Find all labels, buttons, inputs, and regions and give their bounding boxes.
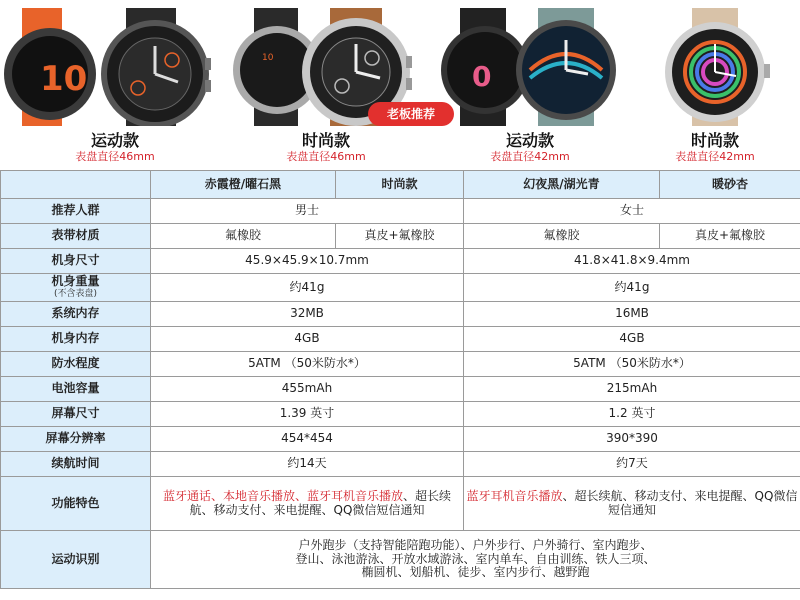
product-type: 时尚款 <box>690 131 739 150</box>
product-dial-size: 表盘直径46mm <box>286 150 366 163</box>
svg-text:10: 10 <box>40 59 88 99</box>
watch-sport-46-image <box>0 8 230 126</box>
spec-table <box>0 170 800 589</box>
table-row <box>1 402 800 427</box>
header-blank-cell <box>1 171 151 199</box>
boss-recommend-badge: 老板推荐 <box>368 102 454 126</box>
features-women-rest: 、超长续航、移动支付、来电提醒、QQ微信短信通知 <box>562 488 798 517</box>
row-label: 机身尺寸 <box>1 249 151 274</box>
svg-text:10: 10 <box>262 53 274 63</box>
row-label: 屏幕分辨率 <box>1 427 151 452</box>
product-dial-size: 表盘直径42mm <box>490 150 570 163</box>
product-fashion-42[interactable] <box>630 0 800 170</box>
product-fashion-46[interactable] <box>222 0 430 170</box>
row-label: 功能特色 <box>1 477 151 531</box>
product-type: 运动款 <box>90 131 139 150</box>
resolution-men: 454*454 <box>151 427 464 452</box>
header-women-colors: 幻夜黑/湖光青 <box>464 171 660 199</box>
header-men-fashion: 时尚款 <box>336 171 464 199</box>
row-label-note: (不含表盘) <box>53 289 98 300</box>
features-women <box>464 477 800 531</box>
strap-men-fashion: 真皮+氟橡胶 <box>336 224 464 249</box>
row-label-main: 机身重量 <box>51 274 100 289</box>
battery-men: 455mAh <box>151 377 464 402</box>
row-label: 运动识别 <box>1 531 151 589</box>
features-men-rest: 、超长续航、移动支付、来电提醒、QQ微信短信通知 <box>189 488 452 517</box>
header-men-colors: 赤霞橙/曜石黑 <box>151 171 336 199</box>
row-label: 机身内存 <box>1 327 151 352</box>
product-header <box>0 0 800 170</box>
features-women-highlight: 蓝牙耳机音乐播放 <box>466 488 563 503</box>
strap-women-sport: 氟橡胶 <box>464 224 660 249</box>
sports-line: 登山、泳池游泳、开放水域游泳、室内单车、自由训练、铁人三项、 <box>295 551 656 566</box>
water-women: 5ATM （50米防水*） <box>464 352 800 377</box>
table-row <box>1 352 800 377</box>
table-row <box>1 224 800 249</box>
row-label: 表带材质 <box>1 224 151 249</box>
sys-mem-women: 16MB <box>464 302 800 327</box>
table-row <box>1 377 800 402</box>
product-type: 时尚款 <box>301 131 350 150</box>
product-dial-size: 表盘直径42mm <box>675 150 755 163</box>
table-row <box>1 302 800 327</box>
table-row <box>1 531 800 589</box>
sports-line: 椭圆机、划船机、徒步、室内步行、越野跑 <box>361 565 590 580</box>
weight-men: 约41g <box>151 274 464 302</box>
table-row <box>1 477 800 531</box>
header-women-fashion: 暖砂杏 <box>660 171 800 199</box>
row-label: 电池容量 <box>1 377 151 402</box>
row-label: 推荐人群 <box>1 199 151 224</box>
endurance-men: 约14天 <box>151 452 464 477</box>
screen-men: 1.39 英寸 <box>151 402 464 427</box>
storage-men: 4GB <box>151 327 464 352</box>
crowd-men: 男士 <box>151 199 464 224</box>
strap-women-fashion: 真皮+氟橡胶 <box>660 224 800 249</box>
sports-line: 户外跑步（支持智能陪跑功能）、户外步行、户外骑行、室内跑步、 <box>298 537 653 552</box>
crowd-women: 女士 <box>464 199 800 224</box>
table-row <box>1 274 800 302</box>
weight-women: 约41g <box>464 274 800 302</box>
size-women: 41.8×41.8×9.4mm <box>464 249 800 274</box>
endurance-women: 约7天 <box>464 452 800 477</box>
strap-men-sport: 氟橡胶 <box>151 224 336 249</box>
size-men: 45.9×45.9×10.7mm <box>151 249 464 274</box>
row-label: 防水程度 <box>1 352 151 377</box>
sys-mem-men: 32MB <box>151 302 464 327</box>
svg-text:0: 0 <box>472 60 492 93</box>
table-row <box>1 199 800 224</box>
row-label: 续航时间 <box>1 452 151 477</box>
product-dial-size: 表盘直径46mm <box>75 150 155 163</box>
product-type: 运动款 <box>505 131 554 150</box>
storage-women: 4GB <box>464 327 800 352</box>
water-men: 5ATM （50米防水*） <box>151 352 464 377</box>
table-header-row <box>1 171 800 199</box>
watch-fashion-42-image <box>630 8 800 126</box>
row-label: 屏幕尺寸 <box>1 402 151 427</box>
row-label <box>1 274 151 302</box>
table-row <box>1 327 800 352</box>
features-men <box>151 477 464 531</box>
watch-sport-42-image <box>430 8 630 126</box>
screen-women: 1.2 英寸 <box>464 402 800 427</box>
sports-list <box>151 531 800 589</box>
resolution-women: 390*390 <box>464 427 800 452</box>
table-row <box>1 427 800 452</box>
battery-women: 215mAh <box>464 377 800 402</box>
row-label: 系统内存 <box>1 302 151 327</box>
table-row <box>1 249 800 274</box>
product-sport-42[interactable] <box>430 0 630 170</box>
features-men-highlight: 蓝牙通话、本地音乐播放、蓝牙耳机音乐播放 <box>162 488 403 503</box>
product-sport-46[interactable] <box>0 0 230 170</box>
table-row <box>1 452 800 477</box>
